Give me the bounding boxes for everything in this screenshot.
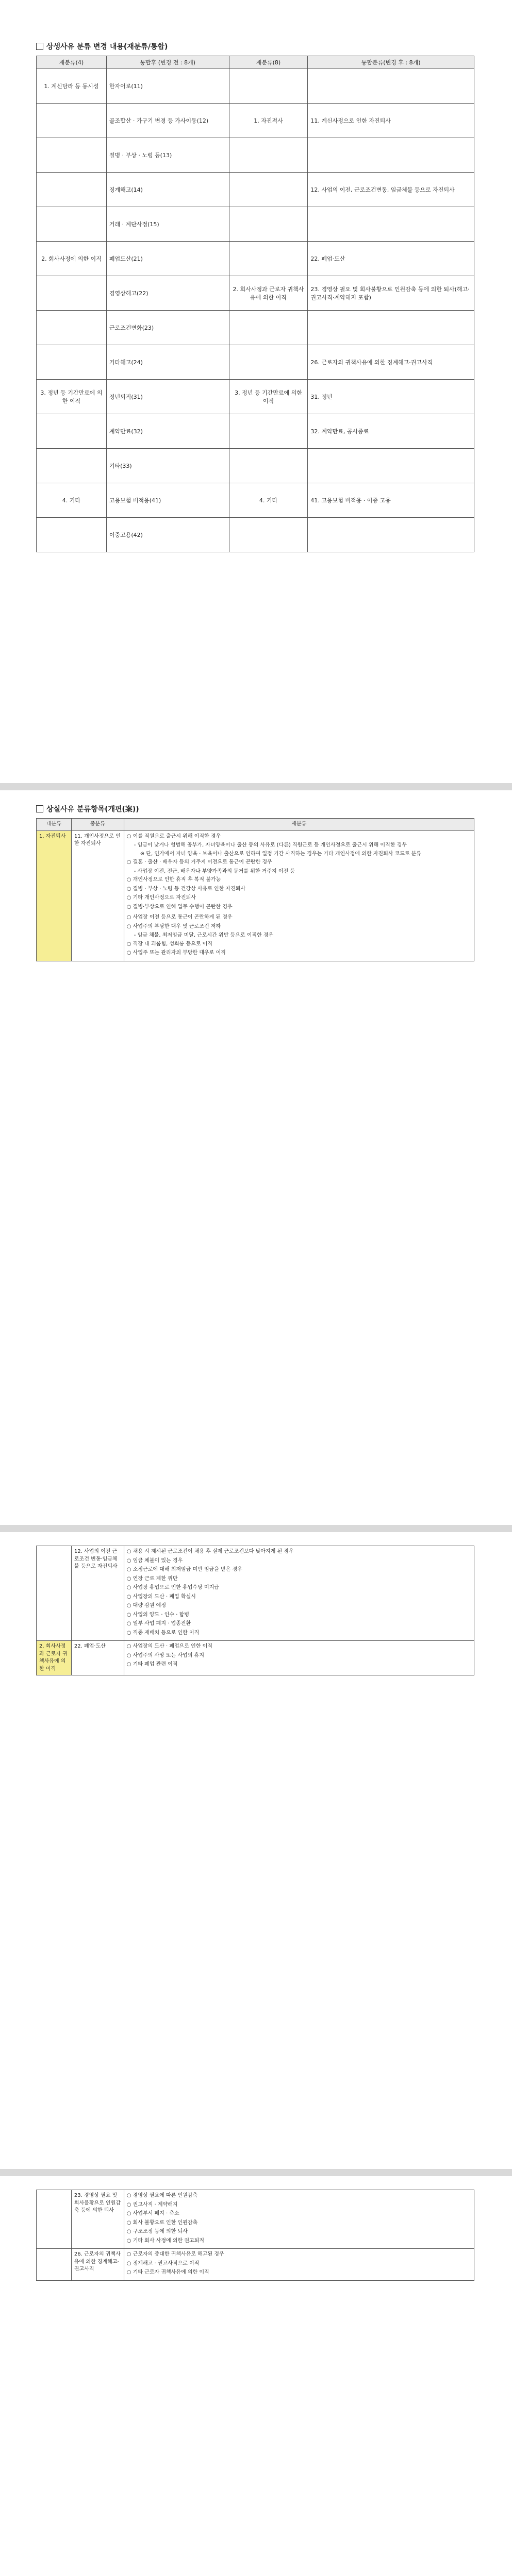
- list-item: - 임금 체불, 최저임금 미달, 근로시간 위반 등으로 이직한 경우: [134, 933, 274, 938]
- classification-table: [36, 818, 474, 961]
- table-cell: [308, 449, 474, 483]
- table-cell: [308, 311, 474, 345]
- section-1-title: 상생사유 분류 변경 내용(재분류/통합): [36, 41, 474, 52]
- table-cell: [229, 207, 308, 242]
- list-item: ○ 사업부서 폐지 · 축소: [126, 2211, 179, 2216]
- table-cell: [308, 207, 474, 242]
- list-item: - 사업장 이전, 전근, 배우자나 부양가족과의 동거를 위한 거주지 이전 등: [134, 868, 295, 874]
- list-item: ○ 결혼 · 출산 · 배우자 등의 거주지 이전으로 통근이 곤란한 경우: [126, 859, 272, 865]
- table-row: [37, 345, 474, 380]
- reclass-table: [36, 56, 474, 552]
- detail-cell: [124, 831, 474, 961]
- table-row: [37, 380, 474, 414]
- detail-cell: [124, 2190, 474, 2249]
- major-cell: 1. 자진퇴사: [37, 831, 72, 961]
- list-item: ○ 질병 · 부상 · 노령 등 건강상 사유로 인한 자진퇴사: [126, 886, 246, 892]
- list-item: ○ 사업주의 사망 또는 사업의 휴지: [126, 1652, 204, 1658]
- table-cell: 기타(33): [106, 449, 229, 483]
- table-cell: [37, 449, 107, 483]
- table-cell: 31. 정년: [308, 380, 474, 414]
- mid-cell: 11. 개인사정으로 인한 자진퇴사: [71, 831, 124, 961]
- list-item: ○ 기타 폐업 관련 이직: [126, 1662, 178, 1667]
- list-item: ○ 사업장의 도산 · 폐업 확실시: [126, 1594, 196, 1600]
- major-cell: [37, 1546, 72, 1641]
- table-cell: 이중고용(42): [106, 518, 229, 552]
- detail-cell: [124, 1641, 474, 1675]
- table-cell: 계약만료(32): [106, 414, 229, 449]
- list-item: ○ 이를 직원으로 출근시 위해 이직한 경우: [126, 833, 221, 839]
- table-cell: 4. 기타: [229, 483, 308, 518]
- classification-table: [36, 1546, 474, 1675]
- list-item: ○ 사업장 이전 등으로 통근이 곤란하게 된 경우: [126, 914, 233, 920]
- detail-cell: [124, 2249, 474, 2281]
- mid-cell: 22. 폐업·도산: [71, 1641, 124, 1675]
- table-row: [37, 207, 474, 242]
- table-cell: 41. 고용보험 비적용 · 이중 고용: [308, 483, 474, 518]
- list-item: ○ 기타 개인사정으로 자진퇴사: [126, 895, 196, 901]
- header-cell: 재분류(4): [37, 56, 107, 69]
- list-item: ○ 직장 내 괴롭힘, 성희롱 등으로 이직: [126, 941, 212, 947]
- header-cell: 통합분류(변경 후 : 8개): [308, 56, 474, 69]
- major-cell: [37, 2190, 72, 2249]
- table-row: [37, 242, 474, 276]
- table-cell: [229, 414, 308, 449]
- table-row: [37, 483, 474, 518]
- list-item: ○ 임금 체불이 있는 경우: [126, 1557, 183, 1564]
- major-cell: [37, 2249, 72, 2281]
- table-cell: 26. 근로자의 귀책사유에 의한 징계해고·권고사직: [308, 345, 474, 380]
- list-item: - 임금이 낮거나 헝범해 공부가, 자녀양육이나 출산 등의 사유로 (다른) 직원근로 등 개인사정으로 출근시 위해 이직한 경우: [134, 842, 407, 848]
- header-cell: 대분류: [37, 819, 72, 831]
- table-cell: [229, 242, 308, 276]
- table-cell: [37, 276, 107, 311]
- list-item: ※ 단, 인가에서 자녀 양육 · 보육이나 출산으로 인하여 일정 기간 사직하는 경우는 기타 개인사정에 의한 자진퇴사 코드로 분류: [140, 851, 422, 857]
- table-cell: 2. 회사사정과 근로자 귀책사유에 의한 이직: [229, 276, 308, 311]
- list-item: ○ 개인사정으로 인한 휴직 후 복직 불가능: [126, 877, 221, 883]
- table-row: [37, 104, 474, 138]
- list-item: ○ 사업장의 도산 · 폐업으로 인한 이직: [126, 1643, 212, 1649]
- table-cell: [308, 69, 474, 104]
- table-cell: 한자어로(11): [106, 69, 229, 104]
- table-cell: 2. 회사사정에 의한 이직: [37, 242, 107, 276]
- table-cell: [229, 138, 308, 173]
- table-cell: [37, 345, 107, 380]
- table-cell: 3. 정년 등 기간만료에 의한 이직: [37, 380, 107, 414]
- list-item: ○ 권고사직 · 계약해지: [126, 2201, 178, 2208]
- major-cell: 2. 회사사정과 근로자 귀책사유에 의한 이직: [37, 1641, 72, 1675]
- table-cell: 11. 계신사정으로 인한 자진퇴사: [308, 104, 474, 138]
- list-item: ○ 직종 재배치 등으로 인한 이직: [126, 1630, 200, 1636]
- list-item: ○ 경영상 필요에 따른 인원감축: [126, 2193, 198, 2198]
- mid-cell: 23. 경영상 필요 및 회사불황으로 인원감축 등에 의한 퇴사: [71, 2190, 124, 2249]
- table-cell: [37, 414, 107, 449]
- table-cell: [37, 138, 107, 173]
- list-item: ○ 기타 회사 사정에 의한 권고퇴직: [126, 2238, 204, 2244]
- header-cell: 재분류(8): [229, 56, 308, 69]
- table-cell: [37, 207, 107, 242]
- table-cell: [308, 518, 474, 552]
- table-cell: 4. 기타: [37, 483, 107, 518]
- table-cell: [308, 138, 474, 173]
- table-cell: 징계해고(14): [106, 173, 229, 207]
- table-row: [37, 69, 474, 104]
- list-item: ○ 일부 사업 폐지 · 업종전환: [126, 1621, 191, 1626]
- table-cell: 근로조건변화(23): [106, 311, 229, 345]
- list-item: ○ 대량 감원 예정: [126, 1603, 167, 1608]
- table-cell: 23. 경영상 필요 및 회사불황으로 인원감축 등에 의한 퇴사(해고·권고사직·계약해지 포함): [308, 276, 474, 311]
- section-1: [36, 41, 474, 552]
- table-cell: 고용보험 비적용(41): [106, 483, 229, 518]
- list-item: ○ 사업의 양도 · 인수 · 합병: [126, 1612, 189, 1618]
- list-item: ○ 소정근로에 대해 최저임금 미만 임금을 받은 경우: [126, 1567, 242, 1572]
- list-item: ○ 채용 시 제시된 근로조건이 채용 후 실제 근로조건보다 낮아지게 된 경우: [126, 1549, 294, 1554]
- table-cell: 폐업도산(21): [106, 242, 229, 276]
- table-cell: [229, 311, 308, 345]
- list-item: ○ 근로자의 중대한 귀책사유로 해고된 경우: [126, 2251, 224, 2257]
- table-cell: [229, 449, 308, 483]
- table-cell: 거래 · 계단사정(15): [106, 207, 229, 242]
- list-item: ○ 사업주의 부당한 대우 및 근로조건 저하: [126, 923, 221, 929]
- table-row: [37, 138, 474, 173]
- detail-cell: [124, 1546, 474, 1641]
- table-cell: 32. 계약만료, 공사종료: [308, 414, 474, 449]
- table-cell: [37, 311, 107, 345]
- header-cell: 중분류: [71, 819, 124, 831]
- mid-cell: 12. 사업의 이전 근로조건 변동·임금체불 등으로 자진퇴사: [71, 1546, 124, 1641]
- table-row: [37, 173, 474, 207]
- table-cell: 3. 정년 등 기간만료에 의한 이직: [229, 380, 308, 414]
- page-gap: [0, 783, 512, 790]
- table-cell: 질병 · 부상 · 노령 등(13): [106, 138, 229, 173]
- table-row: [37, 311, 474, 345]
- section-2: [36, 804, 474, 961]
- table-cell: 기타해고(24): [106, 345, 229, 380]
- page-gap: [0, 1525, 512, 1532]
- table-cell: [229, 69, 308, 104]
- list-item: ○ 구조조정 등에 의한 퇴사: [126, 2229, 188, 2234]
- classification-table: [36, 2190, 474, 2281]
- table-row: [37, 518, 474, 552]
- table-cell: [229, 518, 308, 552]
- table-row: [37, 414, 474, 449]
- header-cell: 세분류: [124, 819, 474, 831]
- table-cell: 1. 자진적사: [229, 104, 308, 138]
- table-cell: [37, 104, 107, 138]
- table-cell: [229, 345, 308, 380]
- section-2-title: 상실사유 분류항목(개편(案)): [36, 804, 474, 814]
- table-cell: 12. 사업의 이전, 근로조건변동, 임금체불 등으로 자진퇴사: [308, 173, 474, 207]
- table-cell: [37, 173, 107, 207]
- header-cell: 통합후 (변경 전 : 8개): [106, 56, 229, 69]
- page-gap: [0, 2169, 512, 2176]
- table-cell: 1. 계신담라 등 동시성: [37, 69, 107, 104]
- list-item: ○ 회사 불황으로 인한 인원감축: [126, 2219, 198, 2226]
- table-row: [37, 276, 474, 311]
- table-cell: 골조합산 · 가구기 변경 등 가사이동(12): [106, 104, 229, 138]
- table-cell: 경영상해고(22): [106, 276, 229, 311]
- table-cell: 정년퇴직(31): [106, 380, 229, 414]
- list-item: ○ 질병·부상으로 인해 업무 수행이 곤란한 경우: [126, 904, 233, 910]
- list-item: ○ 사업장 휴업으로 인한 휴업수당 미지급: [126, 1585, 219, 1590]
- section-2-cont-2: [36, 2190, 474, 2281]
- section-2-cont-1: [36, 1546, 474, 1675]
- list-item: ○ 징계해고 · 권고사직으로 이직: [126, 2260, 200, 2266]
- checkbox-icon: [36, 43, 43, 50]
- list-item: ○ 사업주 또는 관리자의 부당한 대우로 이직: [126, 950, 226, 956]
- table-cell: [37, 518, 107, 552]
- table-cell: [229, 173, 308, 207]
- list-item: ○ 기타 근로자 귀책사유에 의한 이직: [126, 2269, 209, 2275]
- list-item: ○ 연장 근로 제한 위반: [126, 1575, 178, 1582]
- checkbox-icon: [36, 805, 43, 812]
- mid-cell: 26. 근로자의 귀책사유에 의한 징계해고·권고사직: [71, 2249, 124, 2281]
- table-row: [37, 449, 474, 483]
- table-cell: 22. 폐업·도산: [308, 242, 474, 276]
